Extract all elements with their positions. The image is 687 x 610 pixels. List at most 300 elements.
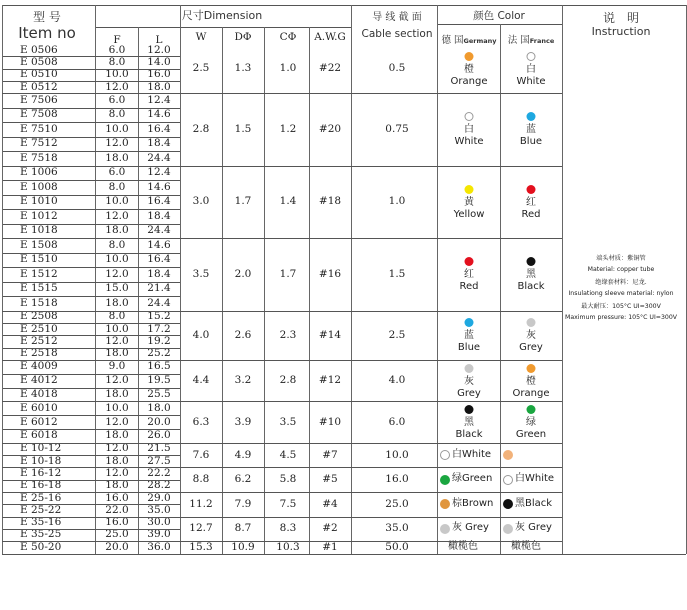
grid-line-h: [2, 467, 562, 468]
item-number: E 16-12: [20, 466, 62, 479]
grid-line-h: [3, 296, 181, 297]
color-dot-icon: [527, 318, 536, 327]
dim-D: 1.5: [234, 122, 252, 135]
header-germany: 德 国Germany: [441, 35, 497, 46]
item-number: E 16-18: [20, 479, 62, 492]
color-name: 绿Green: [452, 473, 493, 485]
header-model-en: Item no: [18, 24, 76, 42]
dim-C: 3.5: [279, 415, 297, 428]
header-model-cn: 型 号: [33, 10, 61, 24]
dim-F: 12.0: [105, 334, 129, 347]
grid-line-h: [3, 429, 181, 430]
dim-L: 16.0: [147, 68, 171, 81]
grid-line-h: [3, 224, 181, 225]
dim-F: 25.0: [105, 528, 129, 541]
dim-D: 6.2: [234, 473, 252, 486]
grid-line-h: [95, 27, 351, 28]
awg-value: #10: [318, 415, 342, 428]
grid-line-h: [3, 374, 181, 375]
grid-line-v: [437, 5, 438, 554]
dim-C: 1.7: [279, 267, 297, 280]
dim-C: 1.2: [279, 122, 297, 135]
color-name-cn: 灰: [464, 375, 474, 387]
dim-F: 8.0: [108, 55, 126, 68]
grid-line-h: [3, 529, 181, 530]
dim-L: 16.4: [147, 195, 171, 208]
dim-W: 8.8: [192, 473, 210, 486]
grid-line-v: [264, 27, 265, 554]
header-cable-en: Cable section: [361, 28, 433, 40]
header-C: CΦ: [279, 31, 297, 43]
grid-line-h: [2, 93, 562, 94]
dim-L: 18.4: [147, 267, 171, 280]
item-number: E 6010: [20, 401, 58, 414]
grid-line-h: [3, 108, 181, 109]
dim-L: 14.6: [147, 180, 171, 193]
color-name-en: White: [454, 136, 484, 148]
item-number: E 6018: [20, 429, 58, 442]
grid-line-v: [2, 5, 3, 554]
grid-line-h: [3, 253, 181, 254]
awg-value: #14: [318, 328, 342, 341]
dim-L: 18.0: [147, 80, 171, 93]
dim-F: 10.0: [105, 322, 129, 335]
cable-section: 16.0: [385, 473, 409, 486]
grid-line-h: [2, 360, 562, 361]
grid-line-v: [222, 27, 223, 554]
dim-C: 5.8: [279, 473, 297, 486]
dim-L: 12.4: [147, 93, 171, 106]
dim-L: 19.2: [147, 334, 171, 347]
dim-L: 18.0: [147, 401, 171, 414]
color-name-en: Black: [455, 429, 483, 440]
item-number: E 1018: [20, 224, 58, 237]
dim-L: 15.2: [147, 310, 171, 323]
color-dot-icon: [465, 185, 474, 194]
color-dot-icon: [527, 52, 536, 61]
color-name-en: Green: [515, 429, 547, 440]
dim-W: 3.0: [192, 195, 210, 208]
awg-value: #18: [318, 195, 342, 208]
awg-value: #12: [318, 374, 342, 387]
dim-L: 27.5: [147, 454, 171, 467]
item-number: E 4009: [20, 360, 58, 373]
dim-F: 8.0: [108, 238, 126, 251]
dim-L: 36.0: [147, 540, 171, 553]
dim-F: 10.0: [105, 122, 129, 135]
color-dot-icon: [503, 450, 513, 460]
item-number: E 7510: [20, 122, 58, 135]
grid-line-h: [2, 166, 562, 167]
color-dot-icon: [527, 257, 536, 266]
header-france: 法 国France: [507, 35, 555, 46]
item-number: E 10-12: [20, 442, 62, 455]
grid-line-h: [3, 209, 181, 210]
color-dot-icon: [503, 499, 513, 509]
item-number: E 4012: [20, 374, 58, 387]
dim-C: 2.8: [279, 374, 297, 387]
dim-F: 8.0: [108, 180, 126, 193]
grid-line-h: [3, 56, 181, 57]
dim-L: 24.4: [147, 224, 171, 237]
item-number: E 1508: [20, 238, 58, 251]
dim-F: 8.0: [108, 310, 126, 323]
dim-F: 18.0: [105, 296, 129, 309]
color-name: 黑Black: [515, 497, 553, 509]
dim-C: 1.4: [279, 195, 297, 208]
grid-line-v: [138, 27, 139, 554]
dim-F: 18.0: [105, 387, 129, 400]
instruction-line-2: Material: copper tube: [587, 266, 655, 273]
grid-line-h: [3, 388, 181, 389]
dim-F: 22.0: [105, 503, 129, 516]
dim-D: 3.2: [234, 374, 252, 387]
dim-L: 16.4: [147, 253, 171, 266]
color-name-cn: 蓝: [464, 330, 474, 342]
dim-L: 20.0: [147, 415, 171, 428]
dim-L: 35.0: [147, 503, 171, 516]
item-number: E 2508: [20, 310, 58, 323]
dim-F: 12.0: [105, 415, 129, 428]
item-number: E 2512: [20, 334, 58, 347]
dim-F: 8.0: [108, 108, 126, 121]
color-dot-icon: [527, 112, 536, 121]
grid-line-v: [500, 24, 501, 554]
dim-D: 8.7: [234, 522, 252, 535]
cable-section: 0.75: [385, 122, 409, 135]
dim-W: 4.0: [192, 328, 210, 341]
dim-L: 18.4: [147, 137, 171, 150]
item-number: E 0506: [20, 43, 58, 56]
dim-L: 12.4: [147, 166, 171, 179]
dim-L: 22.2: [147, 466, 171, 479]
color-dot-icon: [465, 257, 474, 266]
dim-C: 2.3: [279, 328, 297, 341]
dim-F: 18.0: [105, 429, 129, 442]
item-number: E 1012: [20, 209, 58, 222]
color-dot-icon: [465, 364, 474, 373]
dim-D: 2.6: [234, 328, 252, 341]
grid-line-h: [2, 541, 562, 542]
color-dot-icon: [440, 524, 450, 534]
awg-value: #1: [322, 540, 338, 553]
dim-W: 7.6: [192, 448, 210, 461]
header-color: 颜色 Color: [473, 10, 525, 22]
dim-L: 12.0: [147, 43, 171, 56]
item-number: E 7508: [20, 108, 58, 121]
color-name-cn: 红: [526, 196, 536, 208]
color-name-cn: 红: [464, 269, 474, 281]
color-name: 白White: [515, 473, 555, 485]
grid-line-h: [3, 122, 181, 123]
color-name-cn: 绿: [526, 417, 536, 428]
dim-F: 12.0: [105, 137, 129, 150]
dim-L: 26.0: [147, 429, 171, 442]
awg-value: #7: [322, 448, 338, 461]
dim-D: 2.0: [234, 267, 252, 280]
item-number: E 2510: [20, 322, 58, 335]
dim-L: 25.2: [147, 347, 171, 360]
color-name-en: Yellow: [453, 208, 485, 220]
dim-L: 14.6: [147, 108, 171, 121]
item-number: E 35-16: [20, 516, 62, 529]
instruction-line-6: Maximum pressure: 105°C UI=300V: [564, 314, 678, 321]
cable-section: 4.0: [388, 374, 406, 387]
item-number: E 1006: [20, 166, 58, 179]
cable-section: 25.0: [385, 497, 409, 510]
dim-L: 16.4: [147, 122, 171, 135]
dim-L: 16.5: [147, 360, 171, 373]
cable-section: 1.5: [388, 267, 406, 280]
color-dot-icon: [503, 524, 513, 534]
grid-line-h: [3, 195, 181, 196]
color-name-en: Orange: [512, 387, 550, 399]
dim-F: 10.0: [105, 68, 129, 81]
color-name: 橄榄色: [511, 540, 541, 552]
item-number: E 2518: [20, 347, 58, 360]
item-number: E 0510: [20, 68, 58, 81]
item-number: E 7506: [20, 93, 58, 106]
grid-line-h: [2, 238, 562, 239]
dim-F: 18.0: [105, 347, 129, 360]
grid-line-h: [3, 480, 181, 481]
item-number: E 7512: [20, 137, 58, 150]
item-number: E 1512: [20, 267, 58, 280]
color-name-cn: 橙: [526, 375, 536, 387]
dim-F: 18.0: [105, 151, 129, 164]
color-name: 灰 Grey: [452, 522, 489, 534]
color-dot-icon: [465, 318, 474, 327]
grid-line-h: [3, 282, 181, 283]
color-name-cn: 黑: [526, 269, 536, 281]
dim-L: 30.0: [147, 516, 171, 529]
grid-line-h: [3, 180, 181, 181]
dim-F: 10.0: [105, 195, 129, 208]
dim-F: 12.0: [105, 442, 129, 455]
grid-line-h: [2, 554, 686, 555]
dim-C: 10.3: [276, 540, 300, 553]
item-number: E 1518: [20, 296, 58, 309]
dim-L: 24.4: [147, 151, 171, 164]
instruction-line-4: Insulationg sleeve material: nylon: [568, 290, 674, 297]
color-dot-icon: [440, 475, 450, 485]
dim-L: 14.0: [147, 55, 171, 68]
color-name-en: Grey: [519, 342, 543, 354]
color-dot-icon: [503, 475, 513, 485]
item-number: E 7518: [20, 151, 58, 164]
color-dot-icon: [440, 499, 450, 509]
item-number: E 1008: [20, 180, 58, 193]
color-name-en: Black: [517, 281, 545, 293]
item-number: E 0512: [20, 80, 58, 93]
dim-F: 18.0: [105, 224, 129, 237]
color-name-cn: 橙: [464, 63, 474, 75]
dim-W: 3.5: [192, 267, 210, 280]
awg-value: #20: [318, 122, 342, 135]
color-name-en: Blue: [519, 136, 543, 148]
dim-D: 1.3: [234, 62, 252, 75]
cable-section: 2.5: [388, 328, 406, 341]
item-number: E 10-18: [20, 454, 62, 467]
item-number: E 25-16: [20, 491, 62, 504]
color-dot-icon: [440, 450, 450, 460]
color-dot-icon: [465, 405, 474, 414]
dim-F: 12.0: [105, 267, 129, 280]
grid-line-h: [3, 415, 181, 416]
dim-F: 12.0: [105, 374, 129, 387]
dim-F: 20.0: [105, 540, 129, 553]
dim-D: 10.9: [231, 540, 255, 553]
header-L: L: [155, 34, 163, 46]
dim-W: 15.3: [189, 540, 213, 553]
color-name-en: Orange: [450, 75, 488, 87]
awg-value: #2: [322, 522, 338, 535]
dim-F: 18.0: [105, 454, 129, 467]
header-cable-cn: 导 线 截 面: [372, 12, 422, 23]
color-name-en: Blue: [457, 342, 481, 354]
grid-line-v: [309, 27, 310, 554]
dim-F: 12.0: [105, 209, 129, 222]
dim-W: 4.4: [192, 374, 210, 387]
dim-F: 15.0: [105, 282, 129, 295]
grid-line-h: [3, 137, 181, 138]
grid-line-h: [2, 401, 562, 402]
dim-W: 12.7: [189, 522, 213, 535]
dim-L: 24.4: [147, 296, 171, 309]
header-instruction-en: Instruction: [591, 25, 651, 38]
item-number: E 1515: [20, 282, 58, 295]
dim-C: 4.5: [279, 448, 297, 461]
dim-D: 1.7: [234, 195, 252, 208]
color-name-cn: 蓝: [526, 124, 536, 136]
item-number: E 25-22: [20, 503, 62, 516]
dim-L: 25.5: [147, 387, 171, 400]
grid-line-h: [3, 504, 181, 505]
grid-line-h: [2, 517, 562, 518]
dim-F: 16.0: [105, 491, 129, 504]
color-name-en: Red: [459, 281, 479, 293]
dim-D: 3.9: [234, 415, 252, 428]
dim-W: 11.2: [189, 497, 213, 510]
color-name: 白White: [452, 448, 492, 460]
color-name-cn: 灰: [526, 330, 536, 342]
color-dot-icon: [527, 364, 536, 373]
color-name-en: Red: [521, 208, 541, 220]
color-name-cn: 黑: [464, 417, 474, 428]
dim-F: 12.0: [105, 80, 129, 93]
color-name-en: White: [516, 75, 546, 87]
dim-L: 18.4: [147, 209, 171, 222]
color-dot-icon: [527, 405, 536, 414]
color-dot-icon: [465, 112, 474, 121]
dim-F: 16.0: [105, 516, 129, 529]
color-name: 橄榄色: [448, 540, 478, 552]
awg-value: #16: [318, 267, 342, 280]
grid-line-h: [2, 492, 562, 493]
grid-line-v: [562, 5, 563, 554]
color-dot-icon: [527, 185, 536, 194]
dim-D: 7.9: [234, 497, 252, 510]
grid-line-h: [2, 443, 562, 444]
instruction-line-5: 最大耐压：105°C UI=300V: [581, 303, 661, 310]
header-instruction-cn: 说 明: [602, 11, 640, 25]
dim-F: 6.0: [108, 166, 126, 179]
header-D: DΦ: [234, 31, 252, 43]
color-dot-icon: [465, 52, 474, 61]
color-name-en: Grey: [457, 387, 481, 399]
cable-section: 35.0: [385, 522, 409, 535]
grid-line-h: [3, 151, 181, 152]
grid-line-h: [3, 335, 181, 336]
cable-section: 50.0: [385, 540, 409, 553]
dim-D: 4.9: [234, 448, 252, 461]
dim-L: 21.4: [147, 282, 171, 295]
header-W: W: [195, 31, 207, 43]
dim-F: 9.0: [108, 360, 126, 373]
dim-F: 10.0: [105, 401, 129, 414]
color-name: 棕Brown: [452, 497, 494, 509]
grid-line-v: [351, 5, 352, 554]
item-number: E 50-20: [20, 540, 62, 553]
dim-C: 7.5: [279, 497, 297, 510]
dim-F: 6.0: [108, 93, 126, 106]
dim-L: 17.2: [147, 322, 171, 335]
dim-L: 19.5: [147, 374, 171, 387]
header-awg: A.W.G: [314, 31, 346, 43]
dim-C: 1.0: [279, 62, 297, 75]
grid-line-h: [3, 81, 181, 82]
item-number: E 1510: [20, 253, 58, 266]
cable-section: 10.0: [385, 448, 409, 461]
grid-line-h: [3, 348, 181, 349]
dim-L: 21.5: [147, 442, 171, 455]
grid-line-h: [3, 323, 181, 324]
item-number: E 6012: [20, 415, 58, 428]
color-name-cn: 黄: [464, 196, 474, 208]
dim-C: 8.3: [279, 522, 297, 535]
dim-F: 6.0: [108, 43, 126, 56]
item-number: E 35-25: [20, 528, 62, 541]
awg-value: #22: [318, 62, 342, 75]
grid-line-h: [3, 455, 181, 456]
dim-W: 2.5: [192, 62, 210, 75]
color-name-cn: 白: [464, 124, 474, 136]
dim-W: 6.3: [192, 415, 210, 428]
dim-L: 39.0: [147, 528, 171, 541]
dim-L: 29.0: [147, 491, 171, 504]
grid-line-v: [95, 5, 96, 554]
item-number: E 1010: [20, 195, 58, 208]
dim-F: 10.0: [105, 253, 129, 266]
awg-value: #4: [322, 497, 338, 510]
color-name: 灰 Grey: [515, 522, 552, 534]
dim-W: 2.8: [192, 122, 210, 135]
awg-value: #5: [322, 473, 338, 486]
dim-F: 18.0: [105, 479, 129, 492]
header-F: F: [113, 34, 121, 46]
cable-section: 6.0: [388, 415, 406, 428]
instruction-line-3: 绝缘套材料：尼龙.: [595, 279, 647, 286]
dim-L: 28.2: [147, 479, 171, 492]
grid-line-h: [2, 311, 562, 312]
grid-line-h: [3, 69, 181, 70]
instruction-line-1: 端头材质：紫铜管: [596, 255, 646, 262]
color-name-cn: 白: [526, 63, 536, 75]
grid-line-h: [3, 267, 181, 268]
cable-section: 1.0: [388, 195, 406, 208]
item-number: E 4018: [20, 387, 58, 400]
header-dimension: 尺寸Dimension: [181, 9, 263, 22]
